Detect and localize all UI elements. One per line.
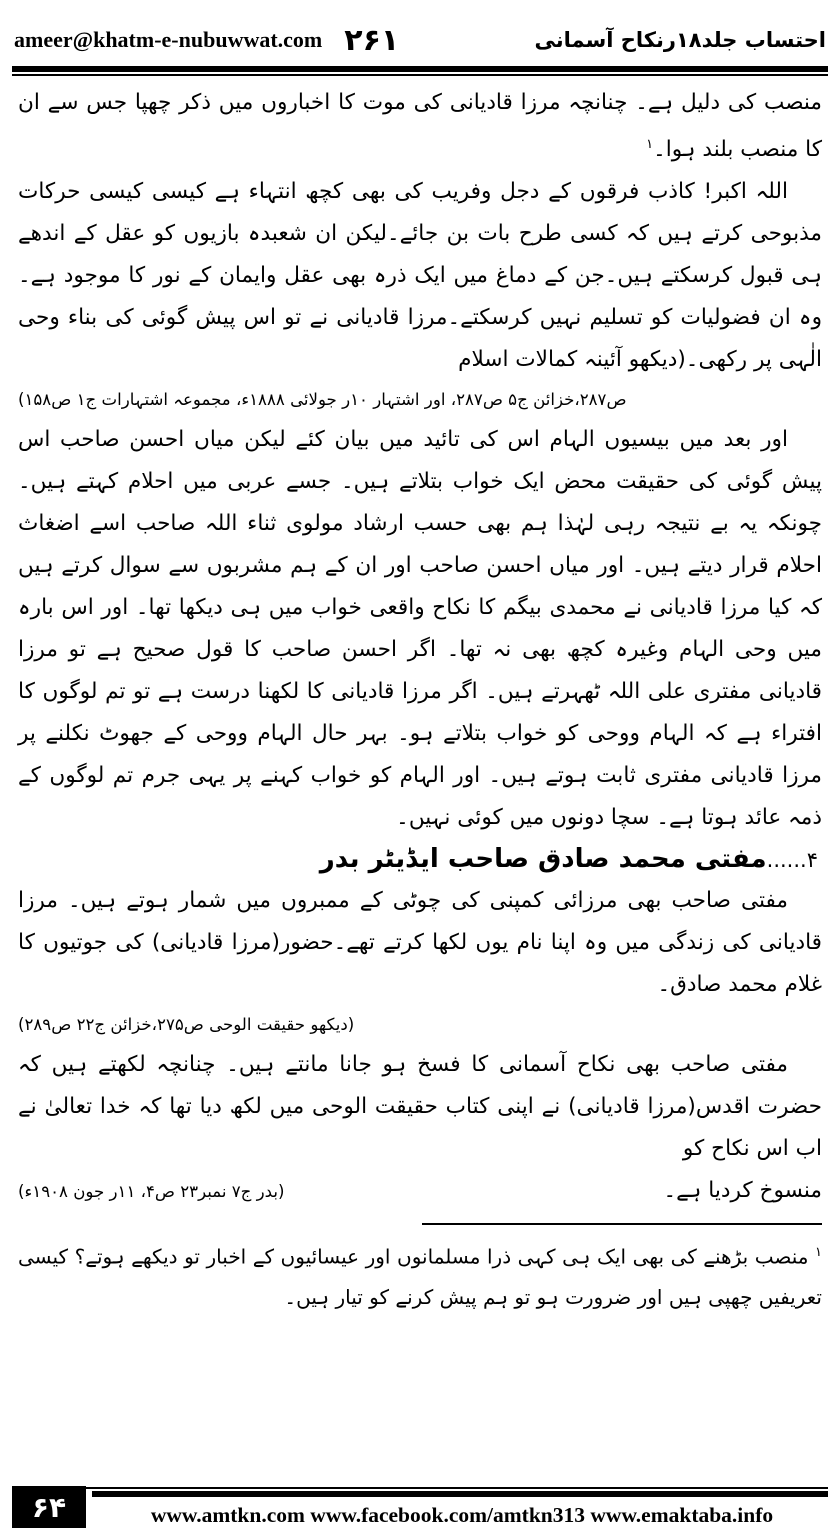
section-title: مفتی محمد صادق صاحب ایڈیٹر بدر <box>319 844 767 875</box>
footer-rule-thick <box>92 1491 828 1497</box>
page-body <box>18 82 822 1317</box>
footnote-text: منصب بڑھنے کی بھی ایک ہی کہی ذرا مسلمانوں اور عیسائیوں کے اخبار تو دیکھے ہوتے؟ کیسی تعریفیں چھپی ہیں اور ضرورت ہو تو ہم پیش کرنے کو تیار ہیں۔ <box>18 1244 822 1309</box>
section-heading <box>18 839 822 880</box>
citation: ص۲۸۷،خزائن ج۵ ص۲۸۷، اور اشتہار ۱۰ر جولائی ۱۸۸۸ء، مجموعہ اشتہارات ج۱ ص۱۵۸) <box>18 390 627 410</box>
paragraph: اللہ اکبر! کاذب فرقوں کے دجل وفریب کی بھی کچھ انتہاء ہے کیسی کیسی حرکات مذبوحی کرتے ہیں کہ کسی طرح بات بن جائے۔لیکن ان شعبدہ بازیوں کو عقل کے اندھے ہی قبول کرسکتے ہیں۔جن کے دماغ میں ایک ذرہ بھی عقل وایمان کے نور کا موجود ہے۔ وہ ان فضولیات کو تسلیم نہیں کرسکتے۔مرزا قادیانی نے تو اس پیش گوئی کی بناء وحی الٰہی پر رکھی۔(دیکھو آئینہ کمالات اسلام <box>18 179 822 373</box>
page-header <box>14 18 826 62</box>
header-rule-thin <box>12 74 828 76</box>
page-number: ۲۶۱ <box>344 22 400 58</box>
header-email: ameer@khatm-e-nubuwwat.com <box>14 27 323 52</box>
running-title: احتساب جلد۱۸رنکاح آسمانی <box>534 28 826 52</box>
paragraph: اور بعد میں بیسیوں الہام اس کی تائید میں بیان کئے لیکن میاں احسن صاحب اس پیش گوئی کی حقیقت محض ایک خواب بتلاتے ہیں۔ جسے عربی میں احلام کہتے ہیں۔ چونکہ یہ بے نتیجہ رہی لہٰذا ہم بھی حسب ارشاد مولوی ثناء اللہ صاحب اسے اضغاث احلام قرار دیتے ہیں۔ اور میاں احسن صاحب اور ان کے ہم مشربوں سے سوال کرتے ہیں کہ کیا مرزا قادیانی نے محمدی بیگم کا نکاح واقعی خواب میں ہی دیکھا تھا۔ اور اس بارہ میں وحی الہام وغیرہ کچھ بھی نہ تھا۔ اگر احسن صاحب کا قول صحیح ہے تو مرزا قادیانی مفتری علی اللہ ٹھہرتے ہیں۔ اگر مرزا قادیانی کا لکھنا درست ہے تو تم لوگوں کا افتراء ہے کہ الہام ووحی کو خواب بتلاتے ہو۔ بہر حال الہام ووحی کے جھوٹ نکلنے پر مرزا قادیانی مفتری ثابت ہوتے ہیں۔ اور الہام کو خواب کہنے پر یہی جرم تم لوگوں کے ذمہ عائد ہوتا ہے۔ سچا دونوں میں کوئی نہیں۔ <box>18 427 822 831</box>
citation: (بدر ج۷ نمبر۲۳ ص۴، ۱۱ر جون ۱۹۰۸ء) <box>18 1182 285 1202</box>
citation: (دیکھو حقیقت الوحی ص۲۷۵،خزائن ج۲۲ ص۲۸۹) <box>18 1015 355 1035</box>
paragraph-text: منصب کی دلیل ہے۔ چنانچہ مرزا قادیانی کی موت کا اخباروں میں ذکر چھپا جس سے ان کا منصب بلند ہوا۔ <box>18 90 822 163</box>
footer-rule <box>12 1487 828 1489</box>
paragraph: مفتی صاحب بھی نکاح آسمانی کا فسخ ہو جانا مانتے ہیں۔ چنانچہ لکھتے ہیں کہ حضرت اقدس(مرزا قادیانی) نے اپنی کتاب حقیقت الوحی میں لکھ دیا تھا کہ خدا تعالیٰ نے اب اس نکاح کو <box>18 1052 822 1162</box>
footnote-marker: ۱ <box>646 137 654 152</box>
paragraph-text: منسوخ کردیا ہے۔ <box>663 1178 822 1204</box>
paragraph <box>18 82 822 171</box>
footer-links: www.amtkn.com www.facebook.com/amtkn313 www.emaktaba.info <box>150 1502 774 1527</box>
section-number: ۴...... <box>766 848 818 873</box>
footer-sequence-number: ۶۴ <box>12 1486 86 1528</box>
paragraph: مفتی صاحب بھی مرزائی کمپنی کی چوٹی کے ممبروں میں شمار ہوتے ہیں۔ مرزا قادیانی کی زندگی میں وہ اپنا نام یوں لکھا کرتے تھے۔حضور(مرزا قادیانی) کی جوتیوں کا غلام محمد صادق۔ <box>18 888 822 998</box>
header-rule <box>12 66 828 72</box>
footnote-divider <box>422 1223 822 1225</box>
paragraph-last-line <box>18 1170 822 1213</box>
footnote <box>18 1233 822 1317</box>
footnote-marker: ۱ <box>815 1245 823 1261</box>
